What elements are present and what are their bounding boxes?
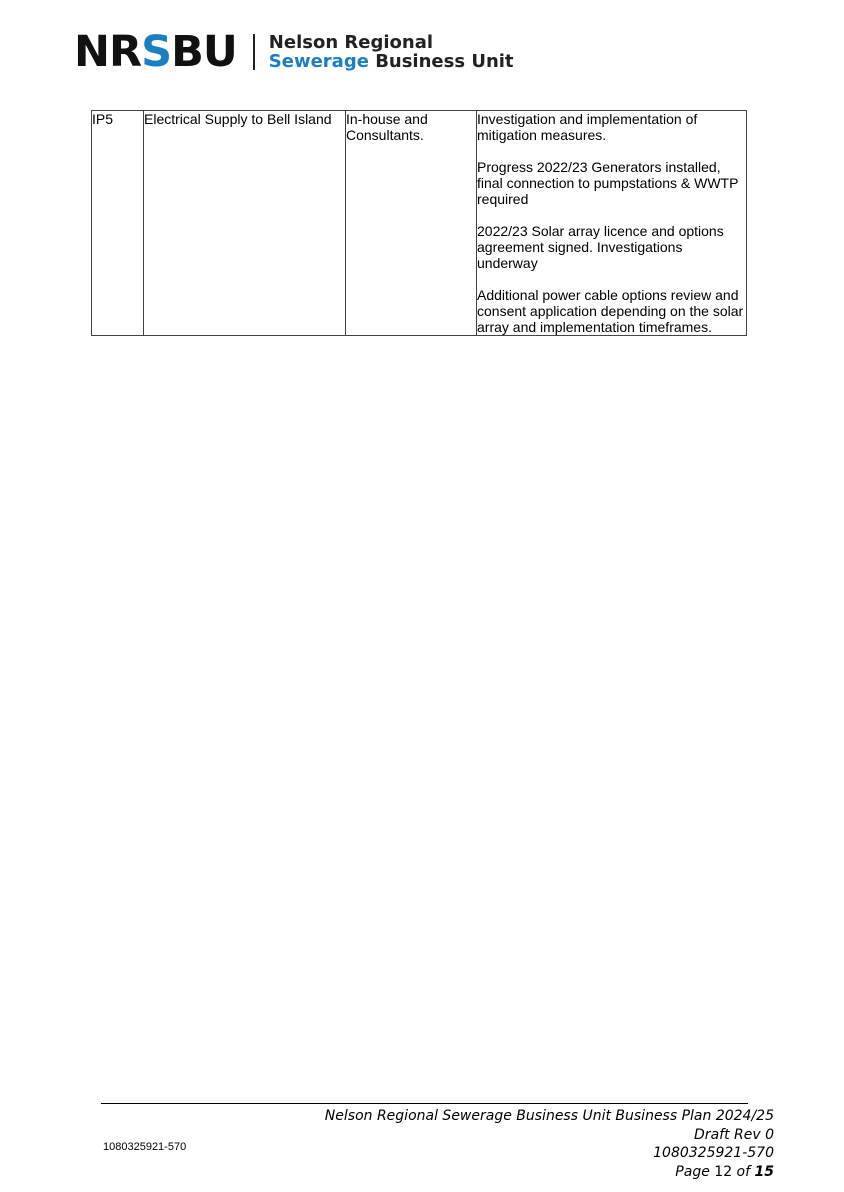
logo-line2 [269,52,514,71]
footer-info [325,1107,774,1181]
footer-divider [101,1103,748,1104]
page-word: Page [675,1163,715,1180]
logo-org-name [269,33,514,72]
footer-page-number [325,1163,774,1182]
row-title: Electrical Supply to Bell Island [144,111,346,336]
logo-suffix: BU [171,26,237,77]
logo-prefix: NR [74,26,142,77]
logo-line1: Nelson Regional [268,31,434,53]
footer-doc-ref: 1080325921-570 [653,1145,774,1161]
page-of: of [732,1163,755,1180]
plan-table [91,110,747,336]
logo-line2-rest: Business Unit [368,51,514,72]
note-paragraph: Additional power cable options review and consent application depending on the solar array and implementation timeframes. [477,287,744,335]
row-id: IP5 [92,111,144,336]
note-paragraph: Investigation and implementation of mitigation measures. [477,111,698,143]
footer-title: Nelson Regional Sewerage Business Unit Business Plan 2024/25 [324,1108,774,1124]
table-row [92,111,747,336]
logo-mark [74,26,237,77]
logo-line2-accent: Sewerage [268,51,369,72]
row-notes [477,111,747,336]
logo-accent: S [141,26,172,77]
page-current: 12 [714,1163,733,1180]
note-paragraph: 2022/23 Solar array licence and options agreement signed. Investigations underway [477,223,724,271]
footer-doc-number: 1080325921-570 [103,1141,187,1153]
nrsbu-logo [74,28,514,76]
footer-revision: Draft Rev 0 [694,1126,774,1143]
row-responsibility: In-house and Consultants. [346,111,477,336]
note-paragraph: Progress 2022/23 Generators installed, final connection to pumpstations & WWTP required [477,159,739,207]
logo-divider [253,34,255,70]
page-total: 15 [754,1163,774,1180]
